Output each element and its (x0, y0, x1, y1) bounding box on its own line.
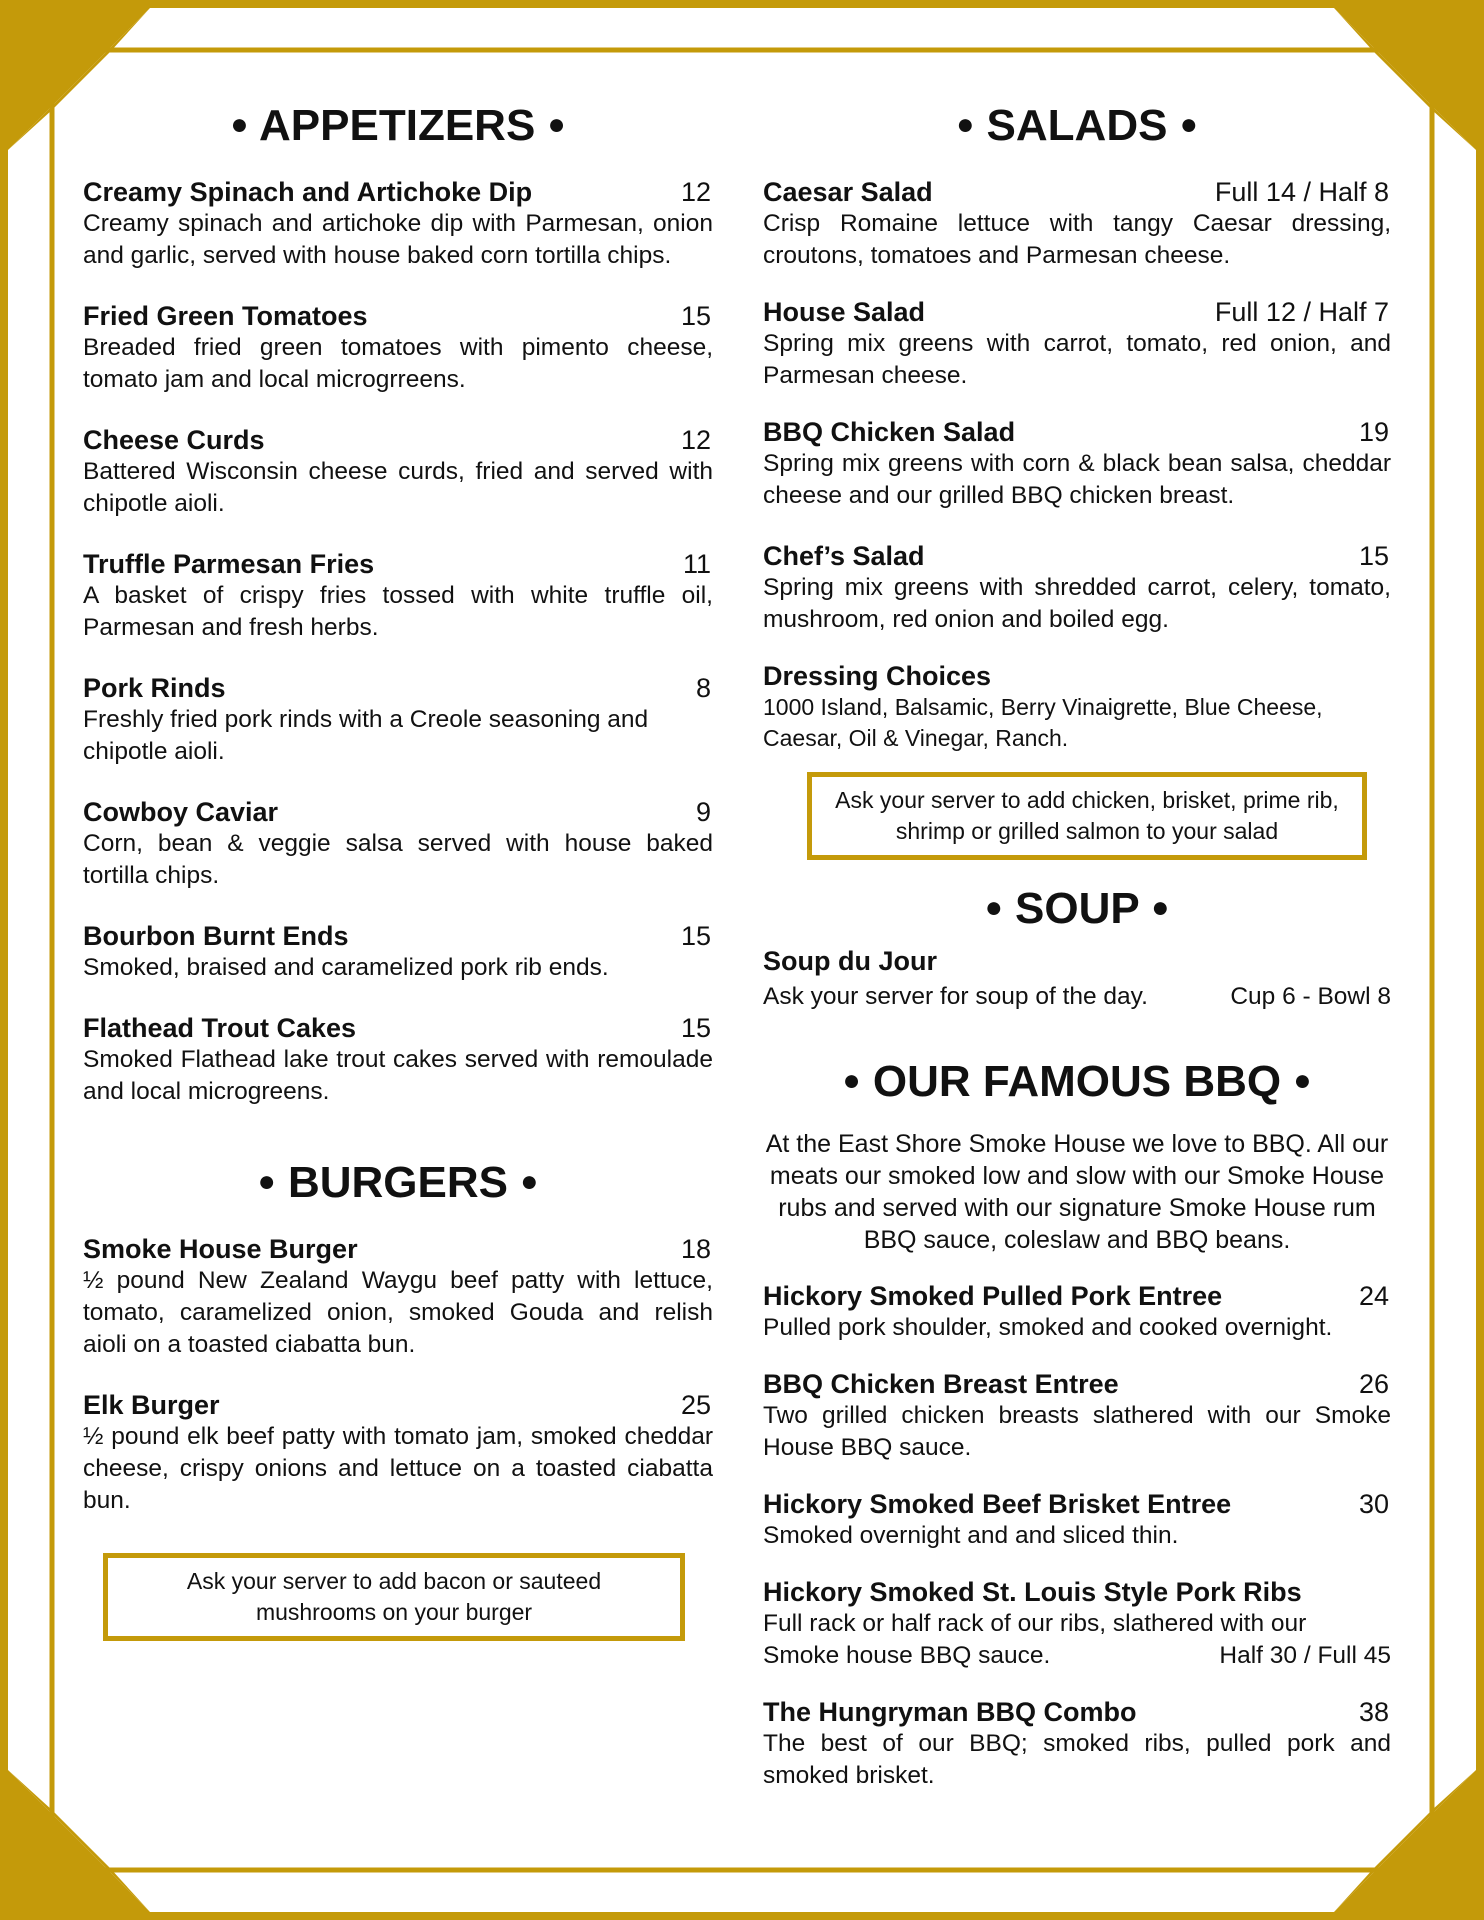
item-price: Cup 6 - Bowl 8 (1230, 983, 1391, 1010)
item-description: Corn, bean & veggie salsa served with house baked tortilla chips. (83, 830, 713, 889)
dressing-choices (763, 660, 1391, 754)
appetizers-list (83, 176, 713, 1108)
item-description: The best of our BBQ; smoked ribs, pulled pork and smoked brisket. (763, 1730, 1391, 1789)
item-name: Hickory Smoked Pulled Pork Entree (763, 1281, 1223, 1311)
menu-item (763, 1280, 1391, 1344)
item-name: BBQ Chicken Salad (763, 417, 1016, 447)
item-name: Truffle Parmesan Fries (83, 549, 375, 579)
item-description: Full rack or half rack of our ribs, slathered with our (763, 1610, 1307, 1637)
menu-item (83, 1233, 713, 1361)
bbq-list (763, 1280, 1391, 1792)
item-description: Battered Wisconsin cheese curds, fried and served with chipotle aioli. (83, 458, 713, 517)
item-name: Cowboy Caviar (83, 797, 279, 827)
salads-list (763, 176, 1391, 754)
item-price: Full 12 / Half 7 (1214, 297, 1389, 327)
item-description: Pulled pork shoulder, smoked and cooked overnight. (763, 1314, 1333, 1341)
appetizers-heading: ● APPETIZERS ● (230, 101, 566, 150)
menu-item (83, 672, 713, 768)
item-price: 12 (680, 177, 711, 207)
item-name: Fried Green Tomatoes (83, 301, 368, 331)
menu-item (763, 1696, 1391, 1792)
item-price: 15 (680, 921, 711, 951)
item-price: 26 (1358, 1369, 1389, 1399)
item-price: 30 (1358, 1489, 1389, 1519)
item-price: 38 (1358, 1697, 1389, 1727)
item-name: Flathead Trout Cakes (83, 1013, 357, 1043)
item-price: 24 (1358, 1281, 1389, 1311)
item-price: 12 (680, 425, 711, 455)
item-name: Caesar Salad (763, 177, 933, 207)
item-name: Soup du Jour (763, 946, 937, 976)
item-price: Full 14 / Half 8 (1214, 177, 1389, 207)
item-description: Spring mix greens with corn & black bean salsa, cheddar cheese and our grilled BBQ chicken breast. (763, 450, 1391, 509)
item-description: Crisp Romaine lettuce with tangy Caesar dressing, croutons, tomatoes and Parmesan cheese. (763, 210, 1391, 269)
burgers-heading: ● BURGERS ● (257, 1158, 539, 1207)
item-description: Ask your server for soup of the day. (763, 983, 1148, 1010)
bbq-intro: At the East Shore Smoke House we love to BBQ. All our meats our smoked low and slow with our Smoke House rubs and served with our signature Smoke House rum BBQ sauce, coleslaw and BBQ beans. (765, 1130, 1389, 1254)
menu-item (763, 1368, 1391, 1464)
item-name: Smoke House Burger (83, 1234, 358, 1264)
menu-item (83, 920, 713, 984)
menu-item (83, 796, 713, 892)
item-description: Smoked, braised and caramelized pork rib ends. (83, 954, 609, 981)
item-description: ½ pound elk beef patty with tomato jam, smoked cheddar cheese, crispy onions and lettuce on a toasted ciabatta bun. (83, 1423, 713, 1514)
item-name: Pork Rinds (83, 673, 226, 703)
item-price: 8 (695, 673, 711, 703)
menu-item (763, 176, 1391, 272)
item-description: Creamy spinach and artichoke dip with Parmesan, onion and garlic, served with house baked corn tortilla chips. (83, 210, 713, 269)
salad-addons-note: Ask your server to add chicken, brisket, prime rib, shrimp or grilled salmon to your salad (807, 772, 1367, 860)
menu-item (83, 548, 713, 644)
item-price: 19 (1358, 417, 1389, 447)
item-name: Chef’s Salad (763, 541, 925, 571)
item-description: 1000 Island, Balsamic, Berry Vinaigrette, Blue Cheese, Caesar, Oil & Vinegar, Ranch. (763, 694, 1323, 751)
item-description: Breaded fried green tomatoes with pimento cheese, tomato jam and local microgrreens. (83, 334, 713, 393)
burger-addons-note: Ask your server to add bacon or sauteed mushrooms on your burger (103, 1553, 685, 1641)
item-name: The Hungryman BBQ Combo (763, 1697, 1137, 1727)
item-description: Smoked overnight and and sliced thin. (763, 1522, 1179, 1549)
item-name: House Salad (763, 297, 926, 327)
item-price: 18 (680, 1234, 711, 1264)
item-price: Half 30 / Full 45 (1219, 1642, 1391, 1669)
item-name: Elk Burger (83, 1390, 220, 1420)
soup-heading: ● SOUP ● (984, 884, 1170, 933)
item-name: Hickory Smoked Beef Brisket Entree (763, 1489, 1232, 1519)
item-price: 9 (695, 797, 711, 827)
salads-heading: ● SALADS ● (956, 101, 1198, 150)
menu-item (83, 176, 713, 272)
item-name: BBQ Chicken Breast Entree (763, 1369, 1119, 1399)
item-description: Smoked Flathead lake trout cakes served with remoulade and local microgreens. (83, 1046, 713, 1105)
item-name: Hickory Smoked St. Louis Style Pork Ribs (763, 1577, 1302, 1607)
item-description: Spring mix greens with shredded carrot, celery, tomato, mushroom, red onion and boiled egg. (763, 574, 1391, 633)
item-price: 11 (682, 549, 711, 579)
item-description: A basket of crispy fries tossed with white truffle oil, Parmesan and fresh herbs. (83, 582, 713, 641)
item-price: 15 (1358, 541, 1389, 571)
menu-item (83, 1012, 713, 1108)
item-name: Bourbon Burnt Ends (83, 921, 349, 951)
item-price: 15 (680, 1013, 711, 1043)
item-description: Smoke house BBQ sauce. (763, 1642, 1051, 1669)
bbq-heading: ● OUR FAMOUS BBQ ● (842, 1057, 1312, 1106)
menu-item (763, 540, 1391, 636)
menu-item (763, 945, 1391, 1013)
item-name: Dressing Choices (763, 661, 992, 691)
right-column (763, 95, 1391, 1820)
menu-item (763, 416, 1391, 512)
burgers-list (83, 1233, 713, 1517)
menu-item (83, 424, 713, 520)
menu-item (83, 1389, 713, 1517)
item-description: Spring mix greens with carrot, tomato, red onion, and Parmesan cheese. (763, 330, 1391, 389)
menu-item (763, 1488, 1391, 1552)
item-description: ½ pound New Zealand Waygu beef patty with lettuce, tomato, caramelized onion, smoked Gouda and relish aioli on a toasted ciabatta bun. (83, 1267, 713, 1358)
item-description: Freshly fried pork rinds with a Creole seasoning and chipotle aioli. (83, 706, 649, 765)
item-price: 15 (680, 301, 711, 331)
menu-item (763, 296, 1391, 392)
left-column (83, 95, 713, 1641)
item-name: Cheese Curds (83, 425, 265, 455)
item-description: Two grilled chicken breasts slathered with our Smoke House BBQ sauce. (763, 1402, 1391, 1461)
menu-item (763, 1576, 1391, 1672)
item-name: Creamy Spinach and Artichoke Dip (83, 177, 533, 207)
menu-item (83, 300, 713, 396)
item-price: 25 (680, 1390, 711, 1420)
